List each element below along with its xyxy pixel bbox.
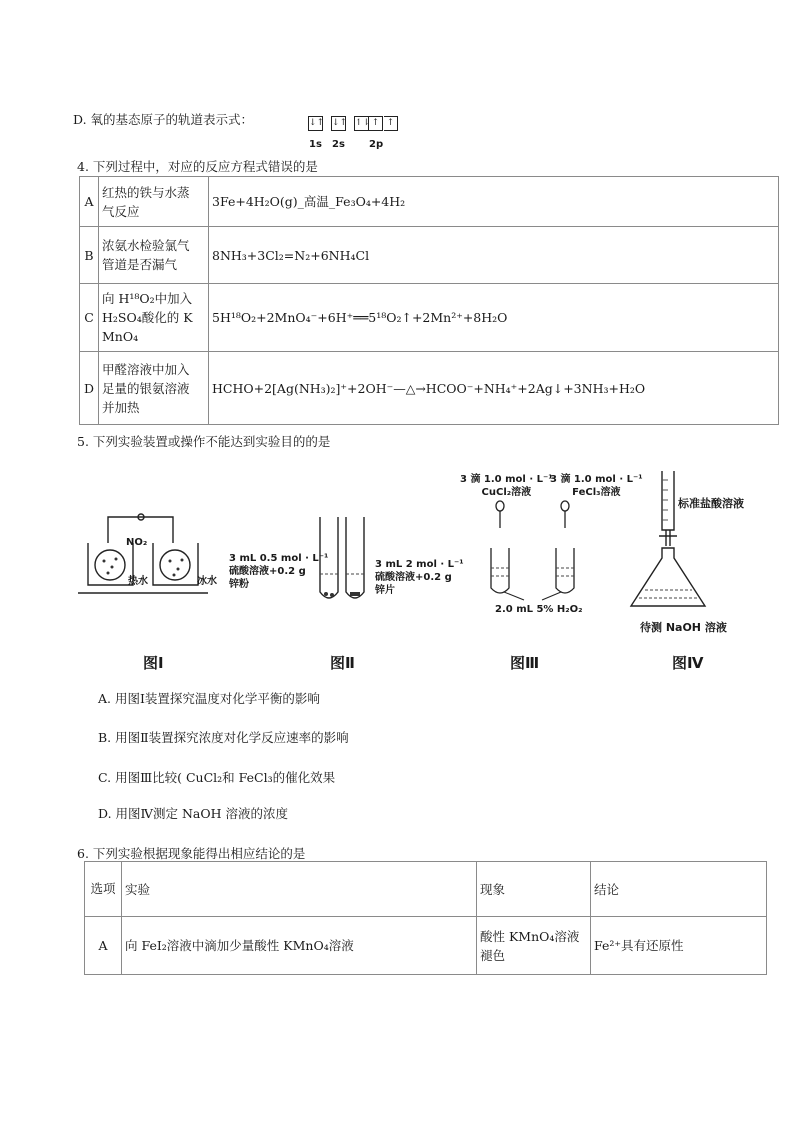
q3-option-d: D. 氧的基态原子的轨道表示式： (73, 112, 254, 127)
orbital-label-2s: 2s (332, 139, 345, 150)
fig1-no2-label: NO₂ (126, 537, 148, 548)
figure-1-apparatus (78, 505, 218, 605)
orbital-label-1s: 1s (309, 139, 322, 150)
header-conclusion: 结论 (591, 862, 767, 917)
table-row (85, 862, 767, 917)
table-row (80, 177, 779, 227)
row-desc: 红热的铁与水蒸 气反应 (99, 177, 209, 227)
fig4-top-label: 标准盐酸溶液 (678, 497, 744, 510)
header-option: 选项 (85, 862, 122, 917)
row-label: B (80, 227, 99, 284)
fig3-right-label: 3 滴 1.0 mol · L⁻¹ FeCl₃溶液 (550, 474, 643, 498)
orbital-2p-box-1: ↿⇂ (354, 116, 369, 131)
orbital-1s-box: ↓↑ (308, 116, 323, 131)
figure-4-apparatus (615, 468, 725, 618)
orbital-2p-box-2: ↑ (369, 116, 383, 131)
row-label: D (80, 352, 99, 425)
q5-option-d: D. 用图Ⅳ测定 NaOH 溶液的浓度 (98, 806, 288, 821)
fig3-label: 图Ⅲ (510, 654, 540, 672)
fig2-left-label: 3 mL 0.5 mol · L⁻¹ 硫酸溶液+0.2 g 锌粉 (229, 553, 329, 590)
fig4-label: 图Ⅳ (672, 654, 704, 672)
row-equation: 8NH₃+3Cl₂=N₂+6NH₄Cl (209, 227, 779, 284)
q4-table (79, 176, 779, 425)
table-row (80, 352, 779, 425)
row-equation: 3Fe+4H₂O(g)_高温_Fe₃O₄+4H₂ (209, 177, 779, 227)
fig1-hot-water-label: 热水 (128, 576, 148, 587)
q5-option-c: C. 用图Ⅲ比较( CuCl₂和 FeCl₃的催化效果 (98, 770, 336, 785)
figure-3-apparatus (480, 500, 590, 605)
q6-title: 6. 下列实验根据现象能得出相应结论的是 (77, 846, 306, 861)
fig1-label: 图Ⅰ (143, 654, 164, 672)
row-equation: HCHO+2[Ag(NH₃)₂]⁺+2OH⁻—△→HCOO⁻+NH₄⁺+2Ag↓+3NH₃+H₂O (209, 352, 779, 425)
row-label: A (80, 177, 99, 227)
row-label: C (80, 284, 99, 352)
fig3-bottom-label: 2.0 mL 5% H₂O₂ (495, 604, 583, 615)
fig2-right-label: 3 mL 2 mol · L⁻¹ 硫酸溶液+0.2 g 锌片 (375, 559, 464, 596)
row-desc: 甲醛溶液中加入 足量的银氨溶液 并加热 (99, 352, 209, 425)
orbital-2s-box: ↓↑ (331, 116, 346, 131)
q5-title: 5. 下列实验装置或操作不能达到实验目的的是 (77, 434, 331, 449)
q5-option-a: A. 用图Ⅰ装置探究温度对化学平衡的影响 (98, 691, 320, 706)
q5-option-b: B. 用图Ⅱ装置探究浓度对化学反应速率的影响 (98, 730, 349, 745)
row-conclusion: Fe²⁺具有还原性 (591, 917, 767, 975)
row-desc: 向 H¹⁸O₂中加入 H₂SO₄酸化的 K MnO₄ (99, 284, 209, 352)
row-phenomenon: 酸性 KMnO₄溶液 褪色 (477, 917, 591, 975)
fig3-left-label: 3 滴 1.0 mol · L⁻¹ CuCl₂溶液 (460, 474, 553, 498)
row-desc: 浓氨水检验氯气 管道是否漏气 (99, 227, 209, 284)
header-experiment: 实验 (122, 862, 477, 917)
table-row (80, 284, 779, 352)
orbital-2p-box-3: ↑ (384, 116, 398, 131)
table-row (80, 227, 779, 284)
table-row (85, 917, 767, 975)
q6-table (84, 861, 767, 975)
row-experiment: 向 FeI₂溶液中滴加少量酸性 KMnO₄溶液 (122, 917, 477, 975)
fig2-label: 图Ⅱ (330, 654, 355, 672)
fig4-bottom-label: 待测 NaOH 溶液 (640, 621, 727, 634)
q4-title: 4. 下列过程中，对应的反应方程式错误的是 (77, 159, 318, 174)
row-equation: 5H¹⁸O₂+2MnO₄⁻+6H⁺══5¹⁸O₂↑+2Mn²⁺+8H₂O (209, 284, 779, 352)
orbital-label-2p: 2p (369, 139, 384, 150)
fig1-ice-water-label: 冰水 (197, 576, 217, 587)
row-label: A (85, 917, 122, 975)
header-phenomenon: 现象 (477, 862, 591, 917)
